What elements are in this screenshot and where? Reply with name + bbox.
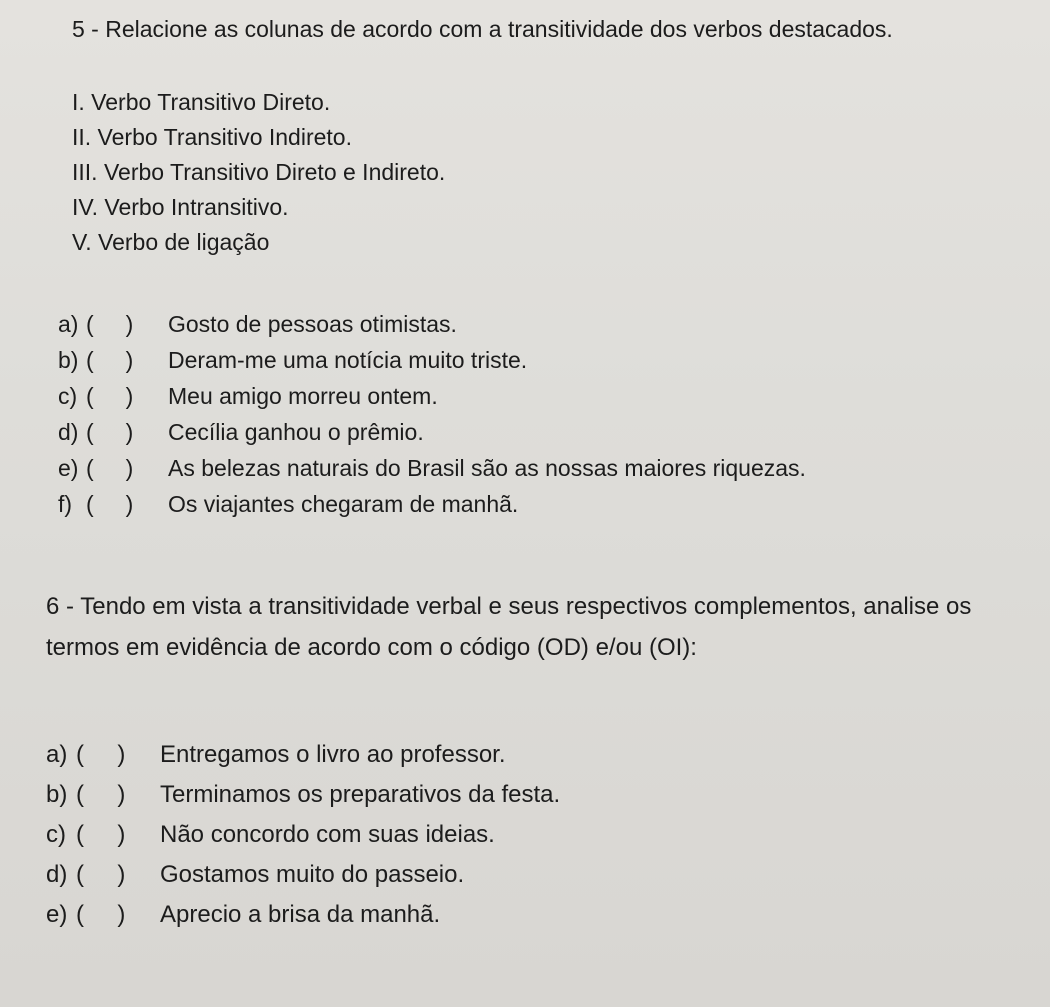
item-text: Deram-me uma notícia muito triste.	[168, 347, 528, 373]
question-6-title: 6 - Tendo em vista a transitividade verbal e seus respectivos complementos, analise os termos em evidência de acordo com o código (OD) e/ou (OI):	[46, 593, 972, 661]
item-letter: a)	[58, 311, 79, 337]
list-item	[46, 855, 946, 895]
item-letter: f)	[58, 491, 73, 517]
question-6	[46, 586, 1036, 668]
answer-blank[interactable]: ( )	[76, 901, 126, 928]
list-item	[58, 486, 1018, 522]
answer-blank[interactable]: ( )	[76, 861, 126, 888]
item-letter: d)	[58, 419, 79, 445]
legend-item-iv: IV. Verbo Intransitivo.	[72, 194, 289, 220]
item-letter: d)	[46, 861, 68, 888]
list-item	[58, 378, 1018, 414]
list-item	[58, 306, 1018, 342]
item-text: As belezas naturais do Brasil são as nossas maiores riquezas.	[168, 455, 806, 481]
answer-blank[interactable]: ( )	[86, 455, 134, 481]
answer-blank[interactable]: ( )	[86, 491, 134, 517]
legend-item-v: V. Verbo de ligação	[72, 229, 270, 255]
legend-item-iii: III. Verbo Transitivo Direto e Indireto.	[72, 159, 446, 185]
item-text: Aprecio a brisa da manhã.	[160, 901, 441, 928]
answer-blank[interactable]: ( )	[76, 821, 126, 848]
list-item	[58, 450, 898, 486]
list-item	[46, 775, 946, 815]
item-text: Meu amigo morreu ontem.	[168, 383, 438, 409]
answer-blank[interactable]: ( )	[86, 383, 134, 409]
item-text: Gostamos muito do passeio.	[160, 861, 465, 888]
list-item	[58, 414, 1018, 450]
question-6-items	[46, 735, 946, 935]
legend-item-ii: II. Verbo Transitivo Indireto.	[72, 124, 352, 150]
list-item	[46, 815, 946, 855]
item-letter: a)	[46, 741, 68, 768]
item-text: Terminamos os preparativos da festa.	[160, 781, 561, 808]
item-letter: c)	[58, 383, 78, 409]
item-text: Entregamos o livro ao professor.	[160, 741, 506, 768]
question-5-title: 5 - Relacione as colunas de acordo com a transitividade dos verbos destacados.	[72, 16, 893, 42]
list-item	[58, 342, 1018, 378]
item-text: Os viajantes chegaram de manhã.	[168, 491, 519, 517]
item-text: Não concordo com suas ideias.	[160, 821, 495, 848]
item-letter: e)	[58, 455, 79, 481]
question-5	[72, 14, 1022, 260]
legend-item-i: I. Verbo Transitivo Direto.	[72, 89, 331, 115]
item-text: Cecília ganhou o prêmio.	[168, 419, 424, 445]
verb-type-legend	[72, 85, 1022, 260]
item-letter: b)	[58, 347, 79, 373]
item-text: Gosto de pessoas otimistas.	[168, 311, 457, 337]
question-5-items	[58, 306, 1018, 522]
item-letter: b)	[46, 781, 68, 808]
answer-blank[interactable]: ( )	[76, 781, 126, 808]
answer-blank[interactable]: ( )	[86, 311, 134, 337]
answer-blank[interactable]: ( )	[86, 347, 134, 373]
answer-blank[interactable]: ( )	[86, 419, 134, 445]
list-item	[46, 895, 946, 935]
answer-blank[interactable]: ( )	[76, 741, 126, 768]
item-letter: e)	[46, 901, 68, 928]
item-letter: c)	[46, 821, 66, 848]
list-item	[46, 735, 946, 775]
